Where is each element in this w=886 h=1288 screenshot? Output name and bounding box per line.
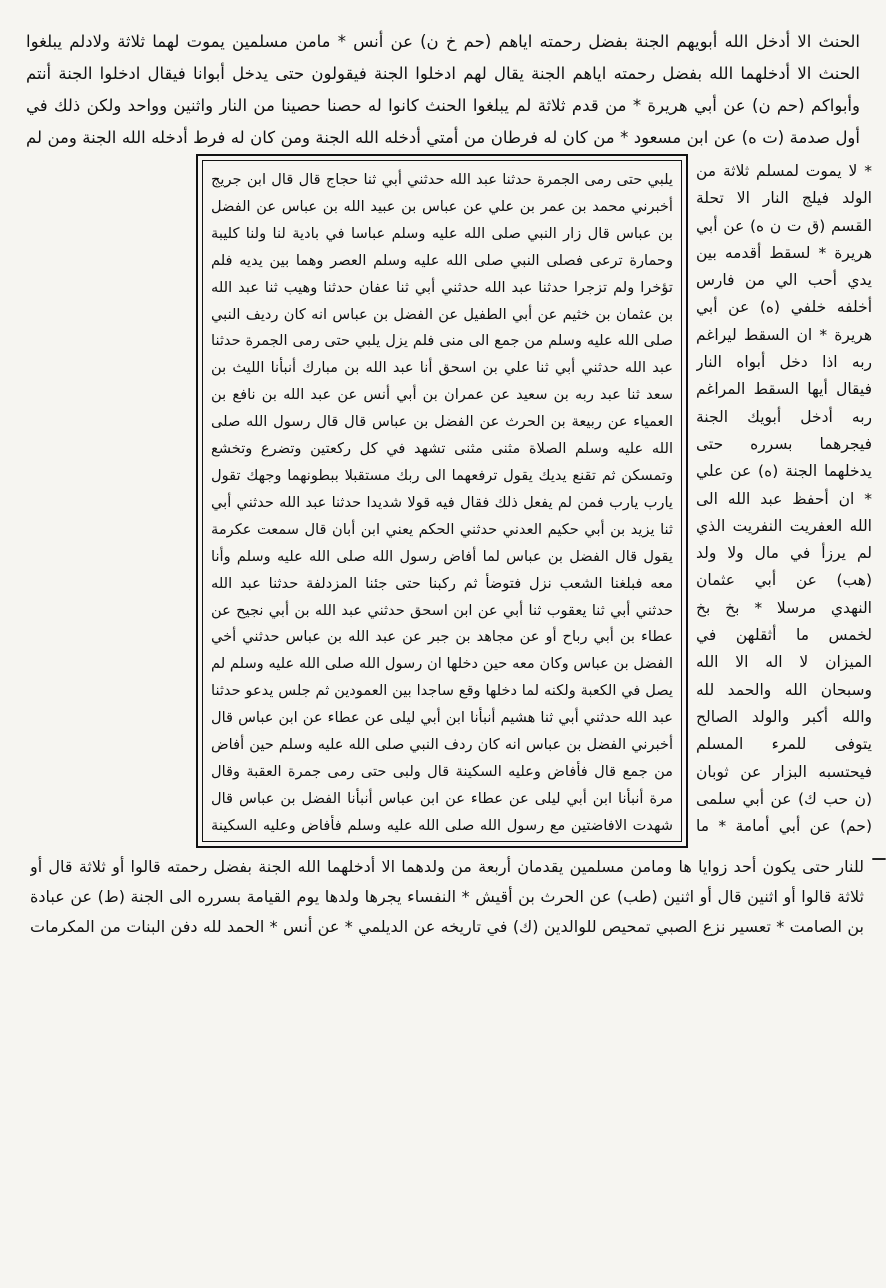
main-body-text: يلبي حتى رمى الجمرة حدثنا عبد الله حدثني أبي ثنا حجاج قال قال ابن جريج أخبرني محمد بن عمر بن علي عن عباس بن عبيد الله بن عباس عن الفضل بن عباس قال زار النبي صلى الله عليه وسلم عباسا في بادية لنا ولنا كليبة وحمارة ترعى فصلى النبي صلى الله عليه وسلم العصر وهما بين يديه فلم تؤخرا ولم تزجرا حدثنا عبد الله حدثني أبي ثنا عفان حدثنا وهيب ثنا عبد الله بن عثمان بن خثيم عن أبي الطفيل عن الفضل بن عباس انه كان رديف النبي صلى الله عليه وسلم من جمع الى منى فلم يزل يلبي حتى رمى الجمرة حدثنا عبد الله حدثني أبي ثنا علي بن اسحق أنا عبد الله بن مبارك أنبأنا الليث بن سعد ثنا عبد ربه بن سعيد عن عمران بن أبي أنس عن عبد الله بن نافع بن العمياء عن ربيعة بن الحرث عن الفضل بن عباس قال قال رسول الله صلى الله عليه وسلم الصلاة مثنى مثنى تشهد في كل ركعتين وتضرع وتخشع وتمسكن ثم تقنع يديك يقول ترفعهما الى ربك مستقبلا ببطونهما وجهك تقول يارب يارب فمن لم يفعل ذلك فقال فيه قولا شديدا حدثنا عبد الله حدثني أبي ثنا يزيد بن أبي حكيم العدني حدثني الحكم يعني ابن أبان قال سمعت عكرمة يقول قال الفضل بن عباس لما أفاض رسول الله صلى الله عليه وسلم وأنا معه فبلغنا الشعب نزل فتوضأ ثم ركبنا حتى جئنا المزدلفة حدثنا عبد الله حدثني أبي ثنا يعقوب ثنا أبي عن ابن اسحق حدثني عبد الله بن أبي نجيح عن عطاء بن أبي رباح أو عن مجاهد بن جبر عن عبد الله بن عباس حدثني أخي الفضل بن عباس وكان معه حين دخلها ان رسول الله صلى الله عليه وسلم لم يصل في الكعبة ولكنه لما دخلها وقع ساجدا بين العمودين ثم جلس يدعو حدثنا عبد الله حدثني أبي ثنا هشيم أنبأنا ابن أبي ليلى عن عطاء عن ابن عباس قال أخبرني الفضل بن عباس انه كان ردف النبي صلى الله عليه وسلم حين أفاض من جمع قال فأفاض وعليه السكينة قال ولبى حتى رمى جمرة العقبة وقال مرة أنبأنا ابن أبي ليلى عن عطاء عن ابن عباس أنبأنا الفضل بن عباس قال شهدت الافاضتين مع رسول الله صلى الله عليه وسلم فأفاض وعليه السكينة	[211, 171, 673, 834]
bottom-margin-text: للنار حتى يكون أحد زوايا ها ومامن مسلمين يقدمان أربعة من ولدهما الا أدخلهما الله الجنة بفضل رحمته قالوا أو ثلاثة قال أو ثلاثة قالوا أو اثنين قال أو اثنين (طب) عن الحرث بن أقيش * النفساء يجرها ولدها يوم القيامة بسرره الى الجنة (ط) عن عبادة بن الصامت * تعسير نزع الصبي تمحيص للوالدين (ك) في تاريخه عن الديلمي * عن أنس * الحمد لله دفن البنات من المكرمات	[30, 857, 864, 936]
top-margin-text: الحنث الا أدخل الله أبويهم الجنة بفضل رحمته اياهم (حم خ ن) عن أنس * مامن مسلمين يموت لهما ثلاثة ولادلم يبلغوا الحنث الا أدخلهما الله بفضل رحمته اياهم الجنة يقال لهم ادخلوا الجنة فيقولون حتى يدخل أبوانا فيقال ادخلوا الجنة أنتم وأبواكم (حم ن) عن أبي هريرة * من قدم ثلاثة لم يبلغوا الحنث كانوا له حصنا حصينا من النار واثنين وواحد ولكن ذلك في أول صدمة (ت ه) عن ابن مسعود * من كان له فرطان من أمتي أدخله الله الجنة ومن كان له فرط أدخله الله الجنة ومن لم	[26, 32, 860, 147]
main-text-inner-border	[202, 160, 682, 842]
main-text-frame	[196, 154, 688, 848]
side-page-marker: ــ	[872, 841, 886, 866]
side-margin-text: * لا يموت لمسلم ثلاثة من الولد فيلج النار الا تحلة القسم (ق ت ن ه) عن أبي هريرة * لسقط أقدمه بين يدي أحب الي من فارس أخلفه خلفي (ه) عن أبي هريرة * ان السقط ليراغم ربه اذا دخل أبواه النار فيقال أيها السقط المراغم ربه أدخل أبويك الجنة فيجرهما بسرره حتى يدخلهما الجنة (ه) عن علي * ان أحفظ عبد الله الى الله العفريت النفريت الذي لم يرزأ في مال ولا ولد (هب) عن أبي عثمان النهدي مرسلا * بخ بخ لخمس ما أثقلهن في الميزان لا اله الا الله وسبحان الله والحمد لله والله أكبر والولد الصالح يتوفى للمرء المسلم فيحتسبه البزار عن ثوبان (ن حب ك) عن أبي سلمى (حم) عن أبي أمامة * ما	[696, 162, 872, 836]
